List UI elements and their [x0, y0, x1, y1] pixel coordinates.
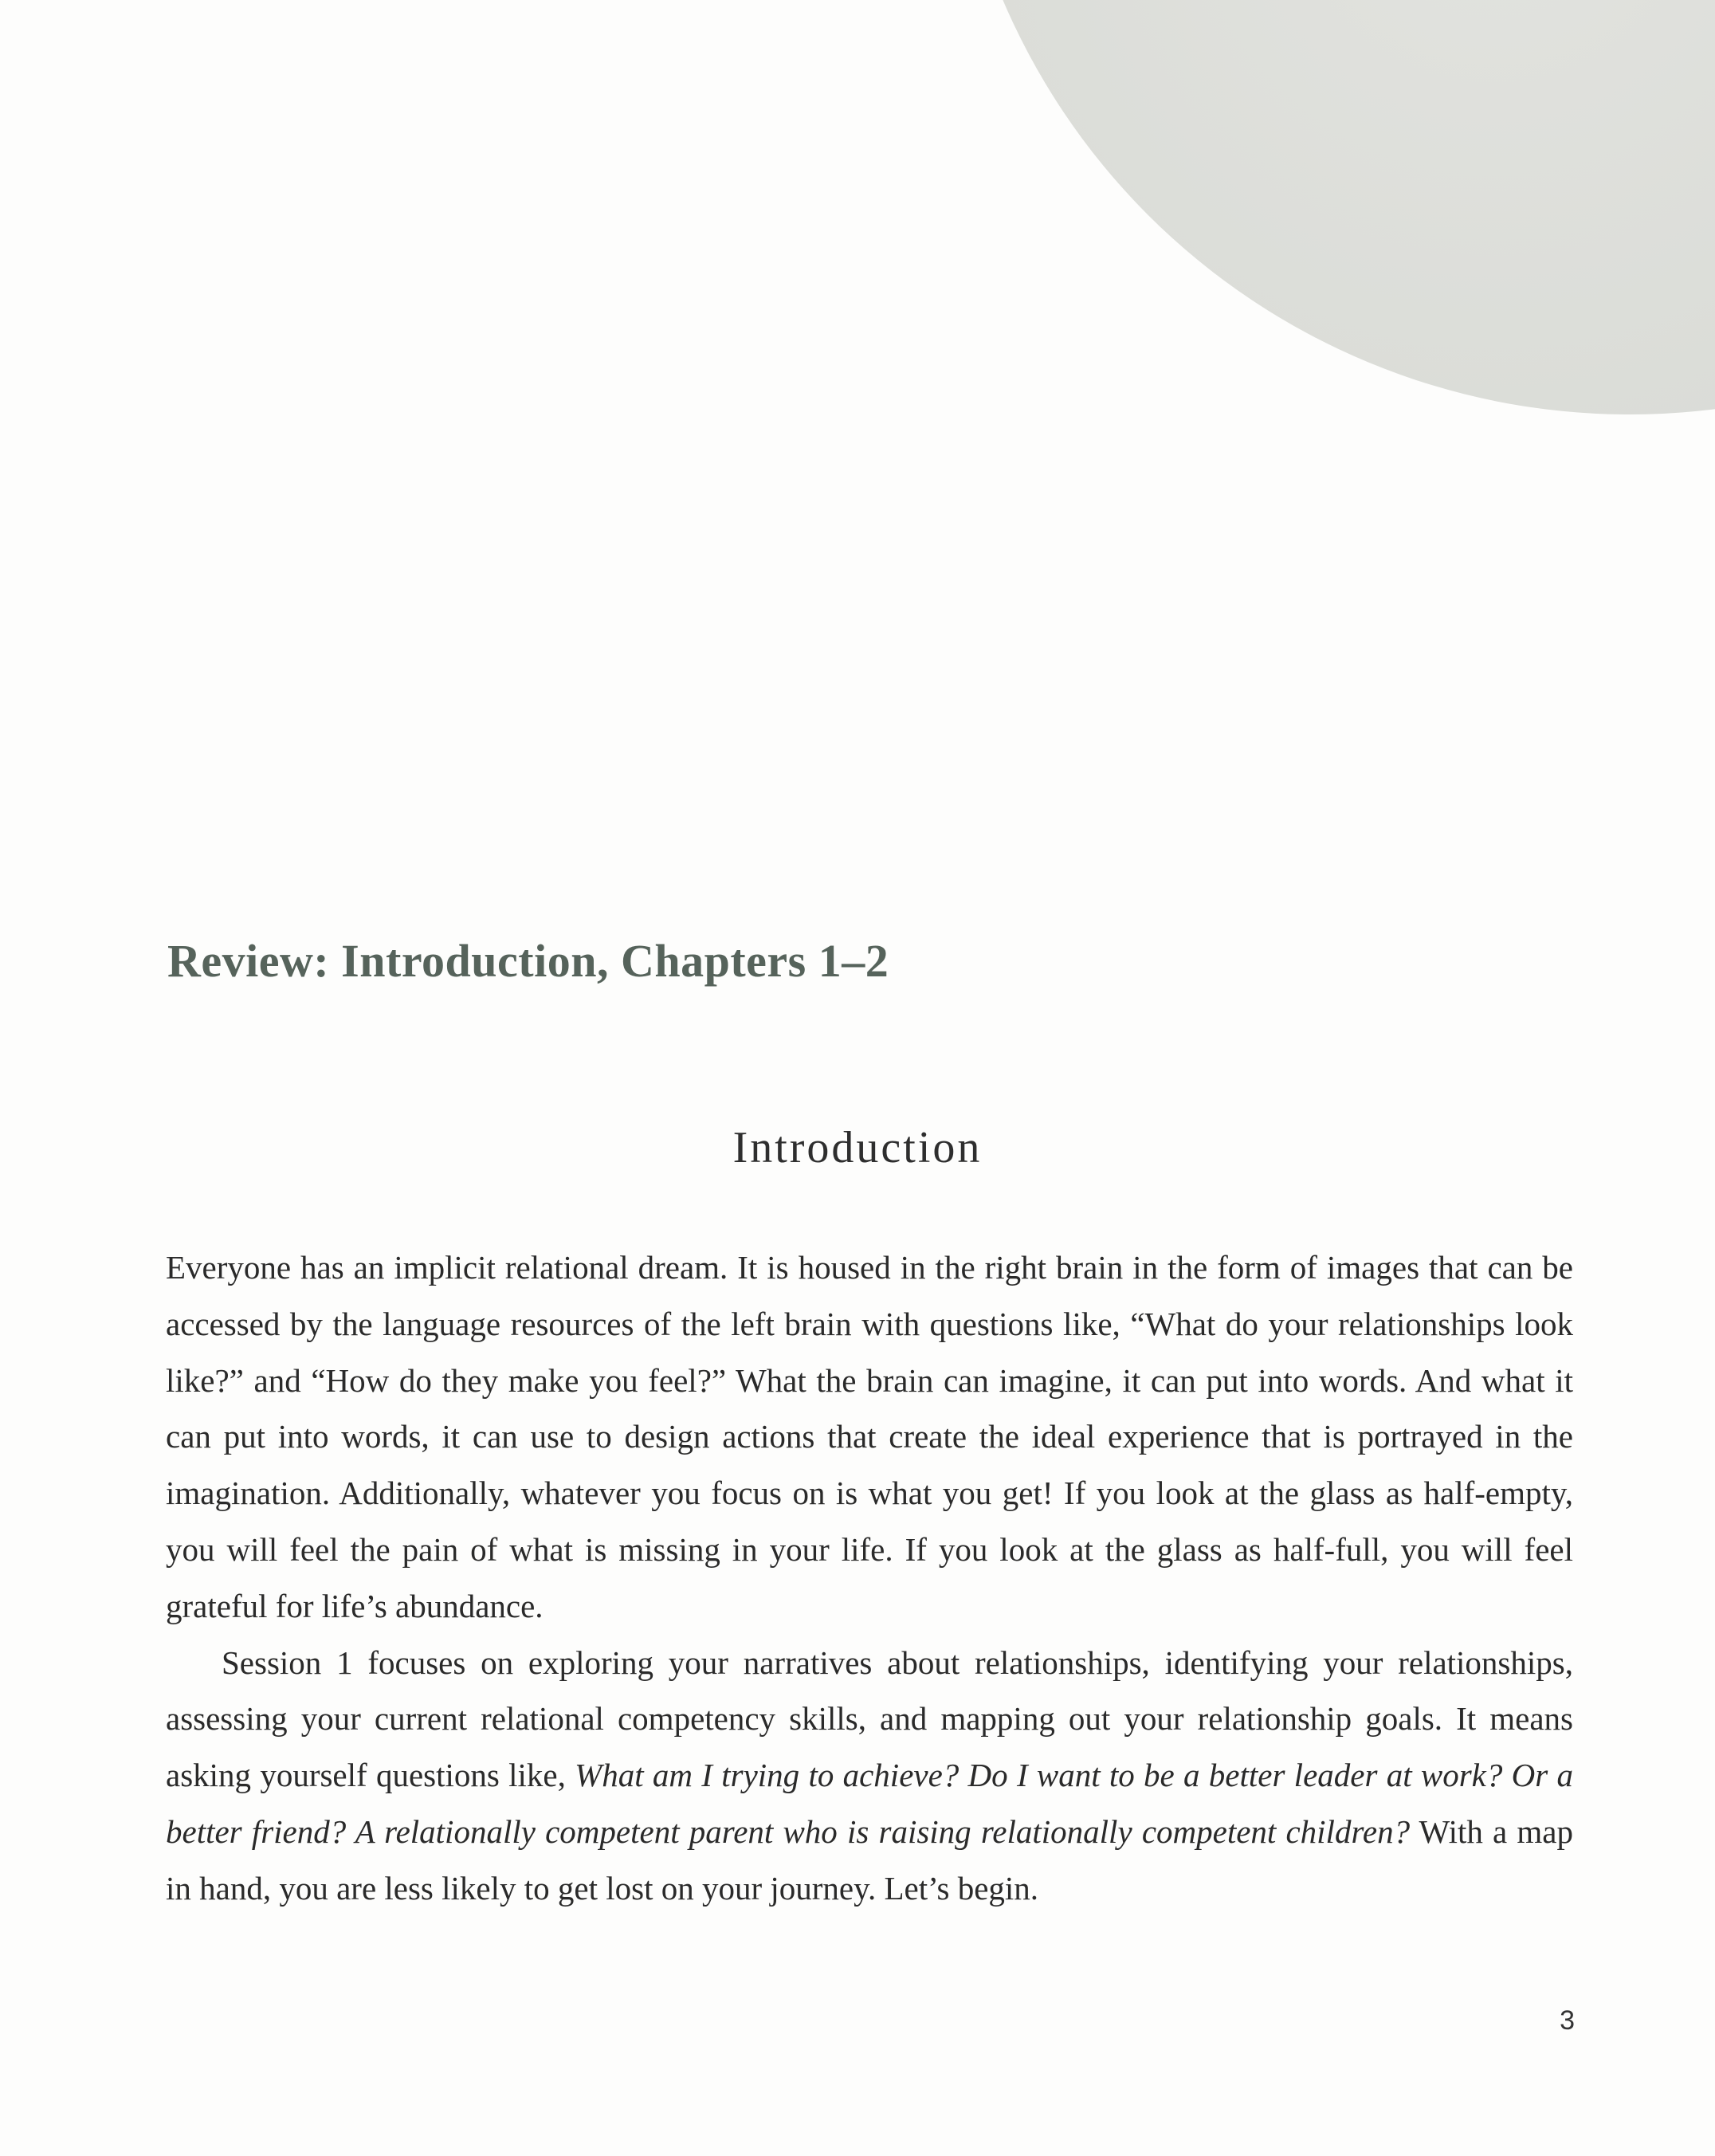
paragraph-2-lead: Session 1 focuses on exploring your narratives about relationships, identifying your relationships, assessing your current relational competency skills, and mapping out your relationship goals. It means asking yourself questions like,	[166, 1644, 1573, 1794]
decorative-circle	[948, 0, 1715, 414]
paragraph-1: Everyone has an implicit relational dream. It is housed in the right brain in the form of images that can be accessed by the language resources of the left brain with questions like, “What do your relationships look like?” and “How do they make you feel?” What the brain can imagine, it can put into words. And what it can put into words, it can use to design actions that create the ideal experience that is portrayed in the imagination. Additionally, whatever you focus on is what you get! If you look at the glass as half-empty, you will feel the pain of what is missing in your life. If you look at the glass as half-full, you will feel grateful for life’s abundance.	[166, 1249, 1573, 1624]
review-title: Review: Introduction, Chapters 1–2	[167, 935, 889, 987]
paragraph-2-italic-questions: What am I trying to achieve? Do I want to be a better leader at work? Or a better friend? A relationally competent parent who is raising relationally competent children?	[166, 1757, 1573, 1850]
page-number: 3	[1560, 2005, 1575, 2036]
section-heading: Introduction	[732, 1123, 983, 1172]
body-text	[166, 1239, 1573, 1917]
paragraph-2	[166, 1635, 1573, 1917]
paragraph-2-tail: With a map in hand, you are less likely to get lost on your journey. Let’s begin.	[166, 1812, 1573, 1907]
